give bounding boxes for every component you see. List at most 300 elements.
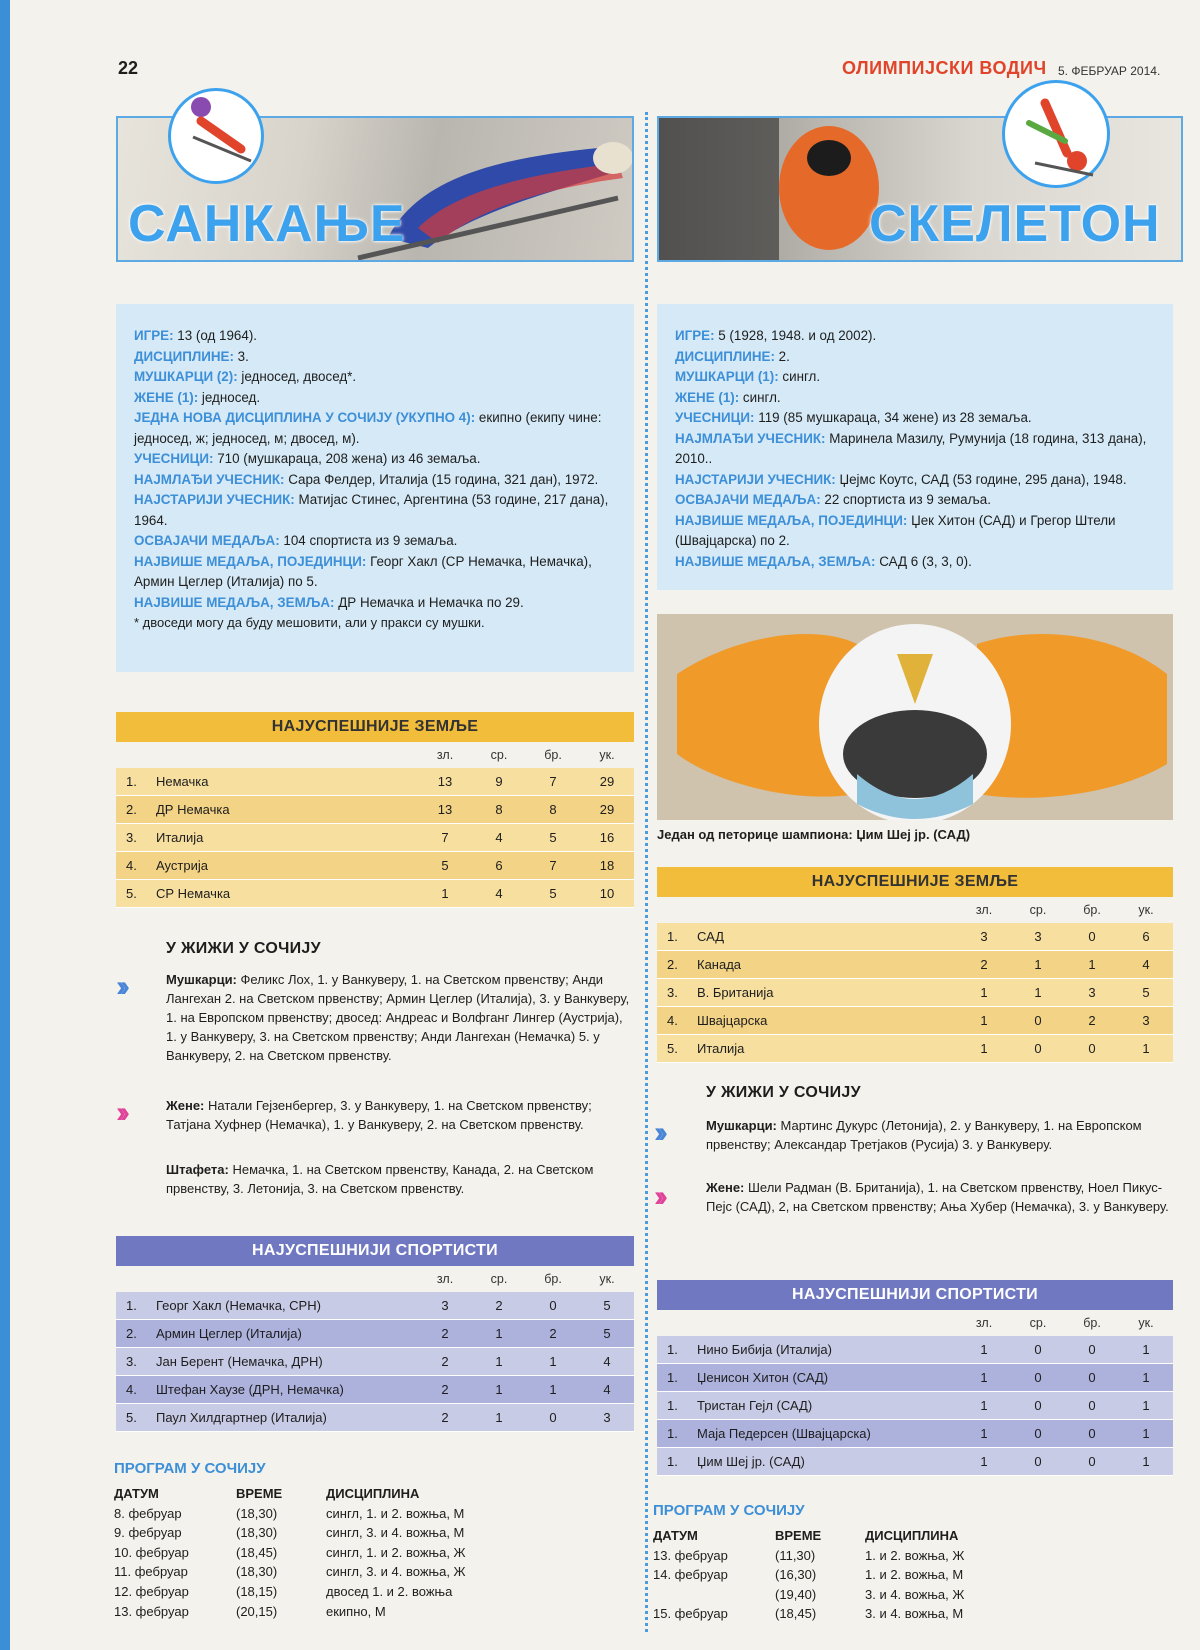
bronze-count: 1 <box>1088 957 1096 972</box>
total-count: 6 <box>1142 929 1150 944</box>
rank: 3. <box>126 1354 137 1369</box>
silver-count: 1 <box>495 1410 503 1425</box>
info-key: ИГРЕ: <box>675 328 715 343</box>
total-count: 10 <box>599 886 615 901</box>
name: Штефан Хаузе (ДРН, Немачка) <box>156 1382 344 1397</box>
table-column-headers <box>657 897 1173 923</box>
total-count: 5 <box>1142 985 1150 1000</box>
name: СР Немачка <box>156 886 231 901</box>
table-row <box>116 824 634 852</box>
program-column-header: ВРЕМЕ <box>775 1528 822 1543</box>
column-header: ук. <box>1138 903 1154 917</box>
skeleton-spotlight-title: У ЖИЖИ У СОЧИЈУ <box>706 1084 861 1101</box>
rank: 1. <box>667 1398 678 1413</box>
skeleton-champion-photo <box>657 614 1173 820</box>
program-time: (16,30) <box>775 1567 817 1583</box>
program-time: (18,30) <box>236 1564 278 1580</box>
program-date: 13. фебруар <box>114 1603 189 1619</box>
rank: 4. <box>126 1382 137 1397</box>
bronze-count: 7 <box>549 774 557 789</box>
info-value: ДР Немачка и Немачка по 29. <box>334 594 524 610</box>
info-key: НАЈСТАРИЈИ УЧЕСНИК: <box>675 471 836 487</box>
gold-count: 3 <box>441 1298 449 1313</box>
rank: 1. <box>667 929 678 944</box>
table-column-headers <box>657 1310 1173 1336</box>
name: САД <box>697 929 725 944</box>
info-value: Георг Хакл (СР Немачка, Немачка), Армин Цеглер (Италија) по 5. <box>134 553 592 589</box>
luge-info-box <box>116 304 634 672</box>
info-key: УЧЕСНИЦИ: <box>675 410 755 425</box>
info-value: 3. <box>233 348 249 364</box>
table-row <box>116 1320 634 1348</box>
bronze-count: 5 <box>549 830 557 845</box>
rank: 1. <box>126 774 137 789</box>
silver-count: 1 <box>495 1382 503 1397</box>
program-event: сингл, 1. и 2. вожња, Ж <box>326 1544 466 1560</box>
info-line <box>134 408 616 449</box>
info-value: сингл. <box>778 369 821 384</box>
name: Немачка <box>156 774 209 789</box>
silver-count: 1 <box>495 1326 503 1341</box>
silver-count: 4 <box>495 886 503 901</box>
table-body <box>116 768 634 908</box>
program-time: (19,40) <box>775 1586 817 1602</box>
info-line <box>134 531 616 552</box>
program-row <box>114 1543 634 1563</box>
program-event: сингл, 3. и 4. вожња, М <box>326 1525 465 1541</box>
program-row <box>114 1523 634 1543</box>
program-column-header: ДИСЦИПЛИНА <box>326 1486 420 1501</box>
name: Армин Цеглер (Италија) <box>156 1326 302 1341</box>
total-count: 1 <box>1142 1398 1150 1413</box>
name: Георг Хакл (Немачка, СРН) <box>156 1298 321 1313</box>
skeleton-info-box <box>657 304 1173 590</box>
silver-count: 2 <box>495 1298 503 1313</box>
gold-count: 7 <box>441 830 449 845</box>
info-key: НАЈВИШЕ МЕДАЉА, ЗЕМЉА: <box>675 553 876 569</box>
silver-count: 0 <box>1034 1370 1042 1385</box>
program-event: сингл, 3. и 4. вожња, Ж <box>326 1564 466 1580</box>
info-key: ДИСЦИПЛИНЕ: <box>134 348 234 364</box>
info-value: 119 (85 мушкараца, 34 жене) из 28 земаља. <box>754 410 1032 425</box>
name: Италија <box>697 1041 745 1056</box>
table-row <box>657 1364 1173 1392</box>
program-event: 3. и 4. вожња, М <box>865 1606 964 1622</box>
silver-count: 0 <box>1034 1398 1042 1413</box>
program-date: 11. фебруар <box>114 1564 188 1580</box>
program-row <box>653 1565 1173 1585</box>
table-row <box>116 796 634 824</box>
info-key: ЈЕДНА НОВА ДИСЦИПЛИНА У СОЧИЈУ (УКУПНО 4): <box>134 410 476 425</box>
total-count: 4 <box>1142 957 1150 972</box>
column-header: ср. <box>490 1272 508 1286</box>
program-row <box>114 1562 634 1582</box>
rank: 5. <box>667 1041 678 1056</box>
skeleton-spotlight-men: Мушкарци: Мартинс Дукурс (Летонија), 2. у Ванкуверу, 1. на Европском првенству; Александар Третјаков (Русија) 3. у Ванкуверу. <box>706 1118 1142 1152</box>
silver-count: 1 <box>1034 985 1042 1000</box>
info-value: Сара Фелдер, Италија (15 година, 321 дан), 1972. <box>284 471 599 487</box>
gold-count: 1 <box>980 1426 988 1441</box>
total-count: 1 <box>1142 1370 1150 1385</box>
name: Нино Бибија (Италија) <box>697 1342 832 1357</box>
total-count: 18 <box>599 858 615 873</box>
info-line <box>134 552 616 593</box>
bronze-count: 0 <box>1088 1398 1096 1413</box>
table-row <box>116 1404 634 1432</box>
column-header: зл. <box>975 903 993 917</box>
gold-count: 1 <box>980 1342 988 1357</box>
info-key: НАЈВИШЕ МЕДАЉА, ПОЈЕДИНЦИ: <box>675 512 908 528</box>
program-time: (11,30) <box>775 1547 816 1563</box>
info-line <box>134 367 616 388</box>
luge-title: САНКАЊЕ <box>128 195 406 253</box>
bronze-count: 0 <box>549 1410 557 1425</box>
bronze-count: 1 <box>549 1354 557 1369</box>
skeleton-top-countries-table <box>657 867 1173 1063</box>
program-time: (18,45) <box>775 1606 817 1622</box>
info-line <box>134 470 616 491</box>
column-header: ср. <box>490 748 508 762</box>
total-count: 3 <box>1142 1013 1150 1028</box>
info-value: 22 спортиста из 9 земаља. <box>820 492 991 507</box>
info-key: НАЈВИШЕ МЕДАЉА, ПОЈЕДИНЦИ: <box>134 553 367 569</box>
total-count: 5 <box>603 1326 611 1341</box>
program-date: 8. фебруар <box>114 1505 182 1521</box>
info-line <box>675 408 1155 429</box>
info-line <box>675 429 1155 470</box>
program-event: екипно, М <box>326 1603 386 1619</box>
table-body <box>657 923 1173 1063</box>
table-column-headers <box>116 1266 634 1292</box>
program-row <box>114 1582 634 1602</box>
table-row <box>116 852 634 880</box>
rank: 1. <box>667 1370 678 1385</box>
chevron-blue-icon: ›› <box>654 1116 662 1149</box>
program-time: (18,30) <box>236 1525 278 1541</box>
silver-count: 0 <box>1034 1426 1042 1441</box>
info-key: УЧЕСНИЦИ: <box>134 451 214 466</box>
program-header <box>114 1484 634 1504</box>
name: ДР Немачка <box>156 802 230 817</box>
bronze-count: 2 <box>549 1326 557 1341</box>
luge-spotlight-relay: Штафета: Немачка, 1. на Светском првенству, Канада, 2. на Светском првенству, 3. Летонија, 3. на Светском првенству. <box>166 1162 594 1196</box>
name: Швајцарска <box>697 1013 768 1028</box>
info-key: МУШКАРЦИ (2): <box>134 369 238 384</box>
program-column-header: ДАТУМ <box>653 1528 698 1543</box>
luge-spotlight-women: Жене: Натали Гејзенбергер, 3. у Ванкуверу, 1. на Светском првенству; Татјана Хуфнер (Немачка), 1. у Ванкуверу, 2. на Светском првенству. <box>166 1098 592 1132</box>
program-date: 12. фебруар <box>114 1583 189 1599</box>
page-number: 22 <box>118 58 139 78</box>
column-header: ср. <box>1029 1316 1047 1330</box>
program-header <box>653 1526 1173 1546</box>
luge-top-countries-table <box>116 712 634 908</box>
info-value: Матијас Стинес, Аргентина (53 године, 217 дана), 1964. <box>134 492 609 528</box>
bronze-count: 0 <box>1088 1041 1096 1056</box>
gold-count: 1 <box>980 985 988 1000</box>
info-key: ИГРЕ: <box>134 328 174 343</box>
skeleton-pictogram <box>1002 80 1110 188</box>
name: Паул Хилдгартнер (Италија) <box>156 1410 327 1425</box>
name: Канада <box>697 957 742 972</box>
table-row <box>657 1448 1173 1476</box>
bronze-count: 0 <box>1088 1454 1096 1469</box>
info-value: 13 (од 1964). <box>173 328 257 343</box>
chevron-pink-icon: ›› <box>116 1096 124 1129</box>
silver-count: 6 <box>495 858 503 873</box>
silver-count: 9 <box>495 774 503 789</box>
total-count: 16 <box>599 830 615 845</box>
luge-footnote: * двоседи могу да буду мешовити, али у пракси су мушки. <box>134 615 485 630</box>
table-column-headers <box>116 742 634 768</box>
luge-facts <box>134 326 616 613</box>
rank: 4. <box>667 1013 678 1028</box>
program-column-header: ДАТУМ <box>114 1486 159 1501</box>
skeleton-program-title: ПРОГРАМ У СОЧИЈУ <box>653 1502 805 1519</box>
bronze-count: 0 <box>1088 1342 1096 1357</box>
rank: 2. <box>126 802 137 817</box>
info-line <box>675 326 1155 347</box>
program-row <box>114 1504 634 1524</box>
skeleton-icon <box>1005 83 1107 185</box>
table-title: НАЈУСПЕШНИЈИ СПОРТИСТИ <box>657 1280 1173 1310</box>
name: Тристан Гејл (САД) <box>697 1398 813 1413</box>
table-title: НАЈУСПЕШНИЈИ СПОРТИСТИ <box>116 1236 634 1266</box>
program-row <box>653 1585 1173 1605</box>
gold-count: 5 <box>441 858 449 873</box>
info-line <box>675 367 1155 388</box>
total-count: 4 <box>603 1382 611 1397</box>
table-row <box>657 951 1173 979</box>
program-date: 15. фебруар <box>653 1606 728 1622</box>
column-header: ук. <box>1138 1316 1154 1330</box>
total-count: 29 <box>599 802 615 817</box>
silver-count: 8 <box>495 802 503 817</box>
gold-count: 1 <box>980 1454 988 1469</box>
gold-count: 1 <box>980 1370 988 1385</box>
info-key: МУШКАРЦИ (1): <box>675 369 779 384</box>
page-edge-stripe <box>0 0 10 1650</box>
table-row <box>116 1376 634 1404</box>
program-date: 9. фебруар <box>114 1525 182 1541</box>
table-row <box>657 1035 1173 1063</box>
bronze-count: 0 <box>549 1298 557 1313</box>
program-time: (18,15) <box>236 1583 278 1599</box>
info-line <box>134 326 616 347</box>
info-key: ОСВАЈАЧИ МЕДАЉА: <box>675 492 821 507</box>
name: Џим Шеј јр. (САД) <box>697 1454 805 1469</box>
rank: 5. <box>126 1410 137 1425</box>
program-date: 13. фебруар <box>653 1547 728 1563</box>
silver-count: 0 <box>1034 1342 1042 1357</box>
total-count: 1 <box>1142 1342 1150 1357</box>
program-event: 3. и 4. вожња, Ж <box>865 1586 965 1602</box>
skeleton-title: СКЕЛЕТОН <box>869 195 1161 253</box>
rank: 1. <box>667 1454 678 1469</box>
gold-count: 13 <box>437 802 453 817</box>
total-count: 1 <box>1142 1041 1150 1056</box>
table-row <box>657 1336 1173 1364</box>
info-key: НАЈМЛАЂИ УЧЕСНИК: <box>134 471 285 487</box>
info-key: НАЈВИШЕ МЕДАЉА, ЗЕМЉА: <box>134 594 335 610</box>
gold-count: 1 <box>441 886 449 901</box>
column-header: зл. <box>436 748 454 762</box>
bronze-count: 0 <box>1088 1426 1096 1441</box>
bronze-count: 7 <box>549 858 557 873</box>
silver-count: 0 <box>1034 1454 1042 1469</box>
info-value: 104 спортиста из 9 земаља. <box>279 533 458 548</box>
total-count: 1 <box>1142 1454 1150 1469</box>
table-row <box>657 1007 1173 1035</box>
info-value: једносед, двосед*. <box>237 369 357 384</box>
luge-top-athletes-table <box>116 1236 634 1432</box>
skeleton-program-table <box>653 1526 1173 1624</box>
rank: 3. <box>667 985 678 1000</box>
bronze-count: 5 <box>549 886 557 901</box>
gold-count: 13 <box>437 774 453 789</box>
total-count: 29 <box>599 774 615 789</box>
table-row <box>657 979 1173 1007</box>
rank: 5. <box>126 886 137 901</box>
info-line <box>675 511 1155 552</box>
rank: 3. <box>126 830 137 845</box>
gold-count: 3 <box>980 929 988 944</box>
program-date: 14. фебруар <box>653 1567 728 1583</box>
program-date <box>653 1585 775 1605</box>
luge-spotlight-title: У ЖИЖИ У СОЧИЈУ <box>166 940 321 957</box>
info-value: САД 6 (3, 3, 0). <box>875 553 972 569</box>
rank: 2. <box>667 957 678 972</box>
info-value: 710 (мушкараца, 208 жена) из 46 земаља. <box>213 451 481 466</box>
gold-count: 1 <box>980 1398 988 1413</box>
skeleton-facts <box>675 326 1155 572</box>
gold-count: 1 <box>980 1041 988 1056</box>
column-header: бр. <box>544 1272 562 1286</box>
column-header: ср. <box>1029 903 1047 917</box>
column-divider <box>645 112 648 1632</box>
gold-count: 2 <box>441 1326 449 1341</box>
table-row <box>116 1348 634 1376</box>
program-event: 1. и 2. вожња, М <box>865 1567 964 1583</box>
info-line <box>134 490 616 531</box>
luge-pictogram <box>168 88 264 184</box>
total-count: 4 <box>603 1354 611 1369</box>
luge-icon <box>171 91 261 181</box>
name: Јан Берент (Немачка, ДРН) <box>156 1354 323 1369</box>
table-row <box>657 923 1173 951</box>
program-time: (20,15) <box>236 1603 278 1619</box>
info-line <box>134 347 616 368</box>
info-key: НАЈСТАРИЈИ УЧЕСНИК: <box>134 492 295 507</box>
gold-count: 1 <box>980 1013 988 1028</box>
info-key: НАЈМЛАЂИ УЧЕСНИК: <box>675 430 826 446</box>
info-key: ЖЕНЕ (1): <box>675 389 740 405</box>
info-value: Маринела Мазилу, Румунија (18 година, 313 дана), 2010.. <box>675 430 1147 466</box>
total-count: 1 <box>1142 1426 1150 1441</box>
info-value: Џејмс Коутс, САД (53 године, 295 дана), 1948. <box>835 471 1127 487</box>
table-title: НАЈУСПЕШНИЈЕ ЗЕМЉЕ <box>657 867 1173 897</box>
header-date: 5. ФЕБРУАР 2014. <box>1058 64 1161 78</box>
rank: 1. <box>667 1342 678 1357</box>
program-row <box>653 1546 1173 1566</box>
column-header: ук. <box>599 748 615 762</box>
luge-program-title: ПРОГРАМ У СОЧИЈУ <box>114 1460 266 1477</box>
silver-count: 4 <box>495 830 503 845</box>
program-time: (18,45) <box>236 1544 278 1560</box>
rank: 1. <box>667 1426 678 1441</box>
name: В. Британија <box>697 985 774 1000</box>
table-body <box>116 1292 634 1432</box>
info-line <box>675 388 1155 409</box>
rank: 1. <box>126 1298 137 1313</box>
table-row <box>657 1420 1173 1448</box>
program-column-header: ВРЕМЕ <box>236 1486 283 1501</box>
gold-count: 2 <box>441 1354 449 1369</box>
name: Италија <box>156 830 204 845</box>
silver-count: 1 <box>495 1354 503 1369</box>
skeleton-spotlight-women: Жене: Шели Радман (В. Британија), 1. на Светском првенству, Ноел Пикус-Пејс (САД), 2, на Светском првенству; Ања Хубер (Немачка), 3. у Ванкуверу. <box>706 1180 1169 1214</box>
program-event: сингл, 1. и 2. вожња, М <box>326 1505 465 1521</box>
column-header: зл. <box>436 1272 454 1286</box>
column-header: зл. <box>975 1316 993 1330</box>
column-header: ук. <box>599 1272 615 1286</box>
info-line <box>675 347 1155 368</box>
gold-count: 2 <box>441 1382 449 1397</box>
table-row <box>116 768 634 796</box>
name: Аустрија <box>156 858 208 873</box>
luge-spotlight-men: Мушкарци: Феликс Лох, 1. у Ванкуверу, 1. на Светском првенству; Анди Лангехан 2. на Светском првенству; Армин Цеглер (Италија), 3. у Ванкуверу, 1. на Европском првенству; двосед: Андреас и Волфганг Лингер (Аустрија), 1. у Ванкуверу, 3. на Светском првенству; Анди Лангехан (Немачка) 5. у Ванкуверу, 2. на Светском првенству. <box>166 972 630 1063</box>
bronze-count: 0 <box>1088 1370 1096 1385</box>
info-value: 5 (1928, 1948. и од 2002). <box>714 328 877 343</box>
silver-count: 3 <box>1034 929 1042 944</box>
program-column-header: ДИСЦИПЛИНА <box>865 1528 959 1543</box>
total-count: 3 <box>603 1410 611 1425</box>
bronze-count: 2 <box>1088 1013 1096 1028</box>
photo-caption: Један од петорице шампиона: Џим Шеј јр. (САД) <box>657 827 971 842</box>
info-value: 2. <box>774 348 790 364</box>
column-header: бр. <box>1083 903 1101 917</box>
bronze-count: 0 <box>1088 929 1096 944</box>
name: Маја Педерсен (Швајцарска) <box>697 1426 871 1441</box>
info-key: ЖЕНЕ (1): <box>134 389 199 405</box>
helmet-photo <box>657 614 1173 820</box>
luge-program-table <box>114 1484 634 1621</box>
info-value: Џек Хитон (САД) и Грегор Штели (Швајцарска) по 2. <box>675 512 1116 548</box>
table-row <box>116 880 634 908</box>
rank: 2. <box>126 1326 137 1341</box>
info-key: ДИСЦИПЛИНЕ: <box>675 348 775 364</box>
info-line <box>134 593 616 614</box>
program-row <box>653 1604 1173 1624</box>
gold-count: 2 <box>441 1410 449 1425</box>
table-row <box>116 1292 634 1320</box>
silver-count: 0 <box>1034 1041 1042 1056</box>
rank: 4. <box>126 858 137 873</box>
column-header: бр. <box>1083 1316 1101 1330</box>
total-count: 5 <box>603 1298 611 1313</box>
bronze-count: 8 <box>549 802 557 817</box>
bronze-count: 1 <box>549 1382 557 1397</box>
program-time: (18,30) <box>236 1505 278 1521</box>
header-title: ОЛИМПИЈСКИ ВОДИЧ <box>842 58 1047 78</box>
name: Џенисон Хитон (САД) <box>697 1370 829 1385</box>
chevron-blue-icon: ›› <box>116 970 124 1003</box>
info-line <box>134 449 616 470</box>
program-row <box>114 1602 634 1622</box>
info-value: једносед. <box>198 389 261 405</box>
info-line <box>675 490 1155 511</box>
program-date: 10. фебруар <box>114 1544 189 1560</box>
info-line <box>675 470 1155 491</box>
